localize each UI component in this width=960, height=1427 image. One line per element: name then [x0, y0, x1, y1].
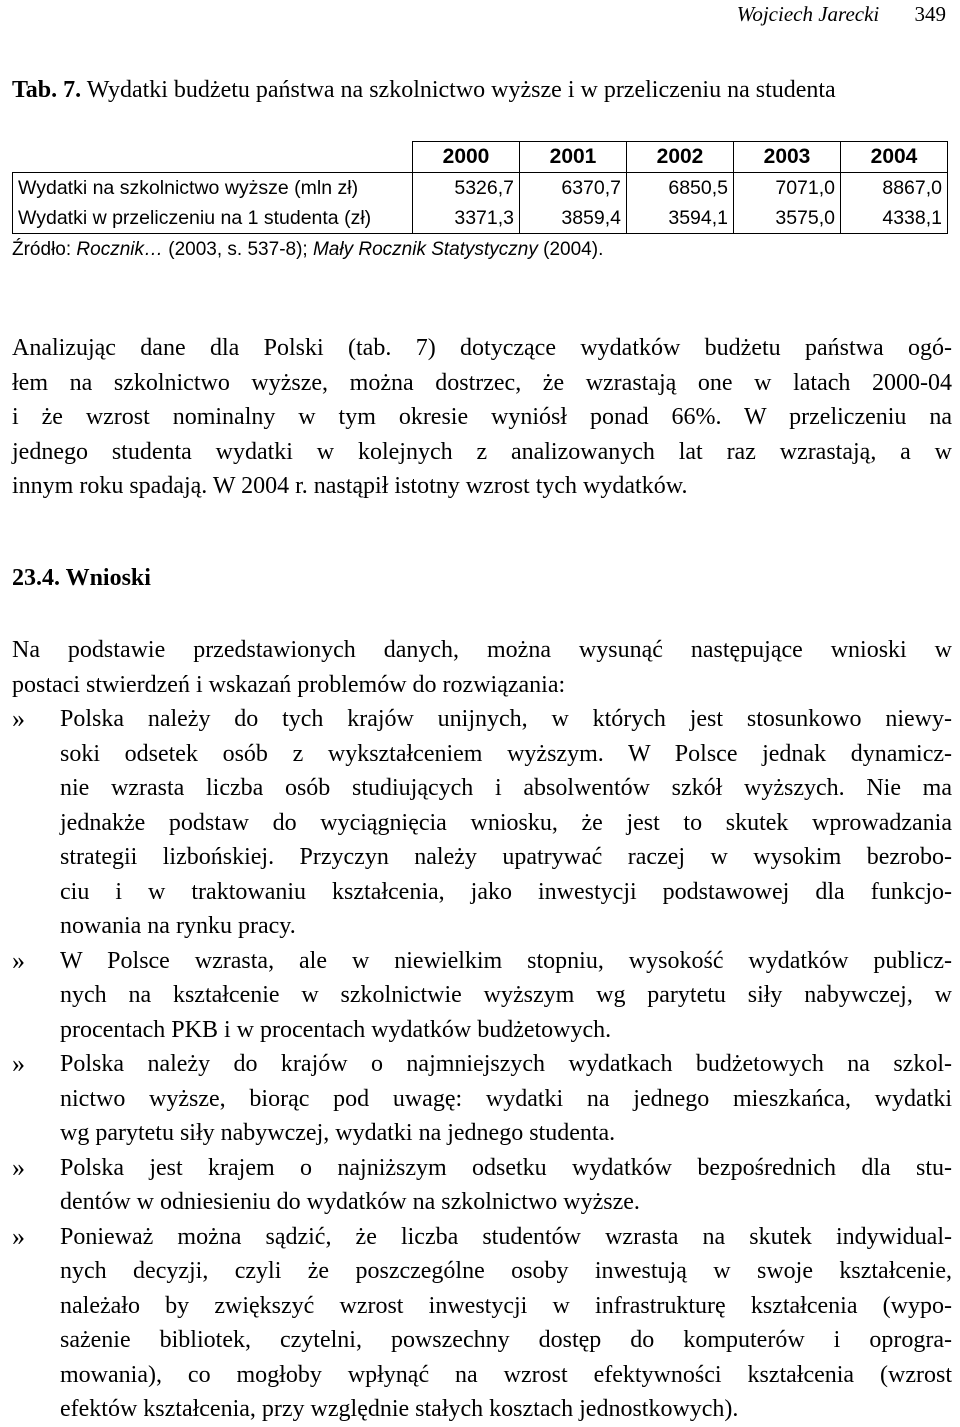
header-author: Wojciech Jarecki [736, 2, 880, 26]
bullet-marker: » [12, 1152, 25, 1182]
bullet-marker: » [12, 1049, 25, 1078]
list-item-line: W Polsce wzrasta, ale w niewielkim stopniu, wysokość wydatków publicz- [60, 947, 952, 974]
list-item-line: sażenie bibliotek, czytelni, powszechny dostęp do komputerów i oprogra- [60, 1327, 952, 1353]
paragraph-line: i że wzrost nominalny w tym okresie wyniósł ponad 66%. W przeliczeniu na [12, 404, 952, 430]
table-label: Tab. 7. [12, 77, 82, 103]
section-title: 23.4. Wnioski [12, 565, 151, 591]
year-header: 2002 [627, 142, 734, 173]
list-item-line: ciu i w traktowaniu kształcenia, jako inwestycji podstawowej dla funkcjo- [60, 878, 952, 905]
list-item-line: jednakże podstaw do wyciągnięcia wniosku, że jest to skutek wprowadzania [60, 809, 952, 836]
list-item-line: wg parytetu siły nabywczej, wydatki na jednego studenta. [60, 1120, 616, 1146]
year-header: 2003 [734, 142, 841, 173]
source-title-1: Rocznik… [76, 239, 163, 260]
list-item [12, 1047, 952, 1151]
source-prefix: Źródło: [12, 239, 77, 260]
list-item-line: Polska należy do tych krajów unijnych, w których jest stosunkowo niewy- [60, 706, 952, 732]
list-item-line: nictwo wyższe, biorąc pod uwagę: wydatki na jednego mieszkańca, wydatki [60, 1085, 952, 1112]
source-middle: (2003, s. 537-8); [163, 239, 313, 260]
list-item-line: nie wzrasta liczba osób studiujących i absolwentów szkół wyższych. Nie ma [60, 775, 952, 801]
table-source-note [12, 237, 603, 263]
row-label: Wydatki w przeliczeniu na 1 studenta (zł) [13, 203, 413, 234]
table-cell: 5326,7 [413, 173, 520, 204]
table-cell: 3575,0 [734, 203, 841, 234]
table-cell: 3594,1 [627, 203, 734, 234]
paragraph-line: łem na szkolnictwo wyższe, można dostrzec, że wzrastają one w latach 2000-04 [12, 369, 952, 396]
expenditure-table [12, 141, 948, 234]
year-header: 2004 [841, 142, 948, 173]
list-item-line: soki odsetek osób z wykształceniem wyższym. W Polsce jednak dynamicz- [60, 740, 952, 767]
table-cell: 7071,0 [734, 173, 841, 204]
source-suffix: (2004). [537, 239, 604, 260]
bullet-marker: » [12, 945, 25, 975]
table-header-row [13, 142, 948, 173]
list-item-line: mowania), co mogłoby wpłynąć na wzrost efektywności kształcenia (wzrost [60, 1361, 952, 1388]
list-item-line: efektów kształcenia, przy względnie stałych kosztach jednostkowych). [60, 1396, 739, 1422]
paragraph-line: postaci stwierdzeń i wskazań problemów do rozwiązania: [12, 671, 566, 698]
list-item [12, 944, 952, 1048]
table-cell: 4338,1 [841, 203, 948, 234]
page-number: 349 [914, 2, 946, 26]
list-item-line: Polska należy do krajów o najmniejszych wydatkach budżetowych na szkol- [60, 1051, 952, 1077]
list-item-line: strategii lizbońskiej. Przyczyn należy upatrywać raczej w wysokim bezrobo- [60, 844, 952, 870]
conclusions-intro [12, 633, 952, 702]
table-cell: 6370,7 [520, 173, 627, 204]
table-caption-text: Wydatki budżetu państwa na szkolnictwo wyższe i w przeliczeniu na studenta [86, 77, 836, 103]
list-item-line: Ponieważ można sądzić, że liczba studentów wzrasta na skutek indywidual- [60, 1223, 952, 1250]
paragraph-line: Analizując dane dla Polski (tab. 7) dotyczące wydatków budżetu państwa ogó- [12, 335, 952, 361]
list-item [12, 702, 952, 944]
paragraph-line: Na podstawie przedstawionych danych, można wysunąć następujące wnioski w [12, 637, 952, 663]
list-item [12, 1151, 952, 1220]
analysis-paragraph [12, 331, 952, 504]
year-header: 2001 [520, 142, 627, 173]
list-item [12, 1220, 952, 1427]
list-item-line: należało by zwiększyć wzrost inwestycji w infrastrukturę kształcenia (wypo- [60, 1292, 952, 1319]
table-cell: 3371,3 [413, 203, 520, 234]
list-item-line: Polska jest krajem o najniższym odsetku wydatków bezpośrednich dla stu- [60, 1154, 952, 1181]
year-header: 2000 [413, 142, 520, 173]
table-cell: 3859,4 [520, 203, 627, 234]
list-item-line: dentów w odniesieniu do wydatków na szkolnictwo wyższe. [60, 1189, 640, 1215]
paragraph-line: jednego studenta wydatki w kolejnych z analizowanych lat raz wzrastają, a w [12, 438, 952, 465]
list-item-line: nych decyzji, czyli że poszczególne osoby inwestują w swoje kształcenie, [60, 1258, 952, 1284]
table-corner-cell [13, 142, 413, 173]
bullet-marker: » [12, 704, 25, 733]
table-cell: 6850,5 [627, 173, 734, 204]
row-label: Wydatki na szkolnictwo wyższe (mln zł) [13, 173, 413, 204]
table-row [13, 203, 948, 234]
source-title-2: Mały Rocznik Statystyczny [312, 239, 538, 260]
paragraph-line: innym roku spadają. W 2004 r. nastąpił istotny wzrost tych wydatków. [12, 473, 688, 499]
list-item-line: procentach PKB i w procentach wydatków budżetowych. [60, 1016, 612, 1043]
list-item-line: nowania na rynku pracy. [60, 913, 296, 939]
table-row [13, 173, 948, 204]
table-cell: 8867,0 [841, 173, 948, 204]
table-caption [12, 75, 942, 106]
running-header [737, 2, 946, 27]
list-item-line: nych na kształcenie w szkolnictwie wyższym wg parytetu siły nabywczej, w [60, 982, 952, 1008]
conclusions-list [12, 702, 952, 1427]
bullet-marker: » [12, 1221, 25, 1251]
